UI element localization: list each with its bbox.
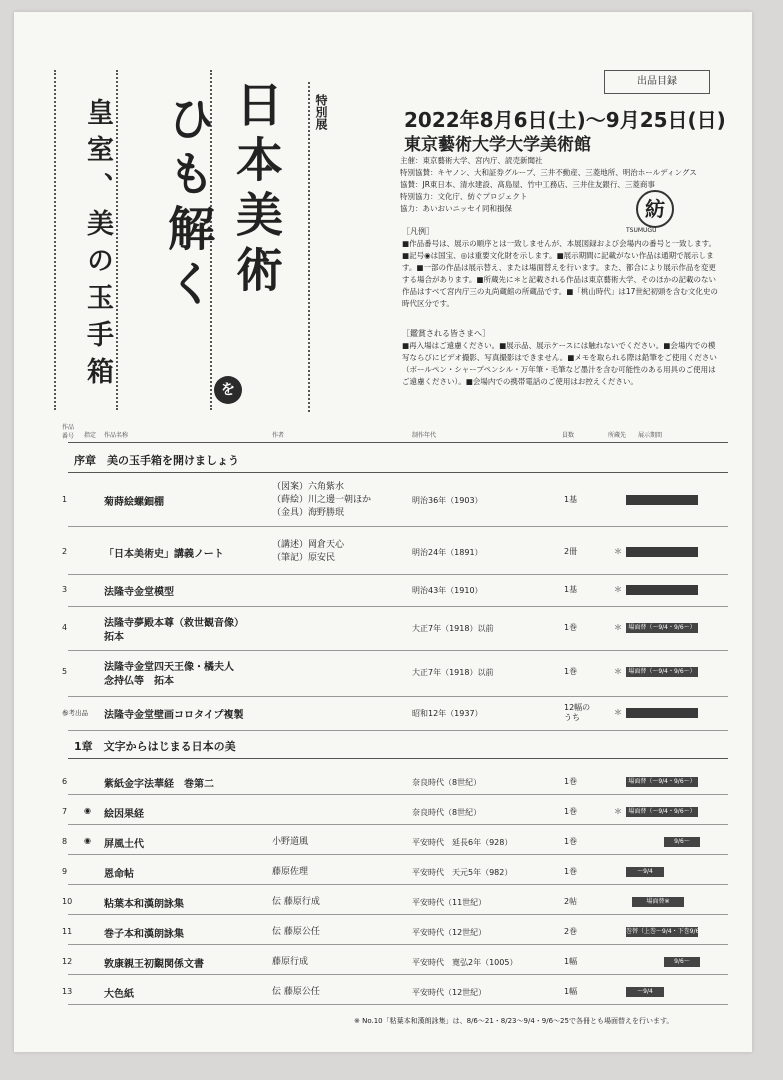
item-quantity: 1巻	[564, 777, 578, 786]
item-number: 12	[62, 957, 73, 966]
row-rule	[68, 974, 728, 975]
row-rule	[68, 944, 728, 945]
tsumugu-logo-text: TSUMUGU	[626, 227, 657, 234]
item-period: 昭和12年（1937）	[412, 709, 483, 718]
item-artist: 伝 藤原公任	[272, 926, 320, 937]
sub-title-2: 皇室、美の玉手箱	[82, 98, 113, 394]
item-period: 奈良時代（8世紀）	[412, 778, 482, 787]
item-period: 平安時代（12世紀）	[412, 928, 487, 937]
item-quantity: 1巻	[564, 623, 578, 632]
row-rule	[68, 526, 728, 527]
item-artist: （金具）海野勝珉	[272, 507, 345, 518]
dotted-divider	[54, 70, 56, 410]
item-title: 念持仏等 拓本	[104, 676, 174, 687]
item-period: 大正7年（1918）以前	[412, 624, 494, 633]
owner-mark: ＊	[614, 807, 622, 816]
item-period: 明治43年（1910）	[412, 586, 483, 595]
display-period-bar: 場面替（～9/4・9/6～）	[626, 623, 698, 633]
legend-text: ■作品番号は、展示の順序とは一致しませんが、本展図録および会場内の番号と一致します。■記号◉は国宝、◎は重要文化財を示します。■展示期間に記載がない作品は通期で展示します。■一部の作品は展示替え、または場面替えを行います。また、都合により展示作品を変更する場合があります。■所蔵先に＊と記載される作品は東京藝術大学、そのほかの記載のない作品はすべて宮内庁三の丸尚蔵館の所蔵品です。■「桃山時代」は17世紀初頭を含む文化史の時代区分です。	[402, 239, 718, 308]
venue: 東京藝術大学大学美術館	[404, 135, 591, 155]
row-rule	[68, 1004, 728, 1005]
exhibition-type: 特別展	[314, 94, 328, 130]
owner-mark: ＊	[614, 708, 622, 717]
item-quantity: うち	[564, 713, 580, 722]
item-quantity: 1巻	[564, 837, 578, 846]
item-quantity: 2巻	[564, 927, 578, 936]
item-quantity: 12幅の	[564, 703, 591, 712]
item-period: 明治36年（1903）	[412, 496, 483, 505]
item-artist: 小野道風	[272, 836, 309, 847]
footnote: ※ No.10「粘葉本和漢朗詠集」は、8/6～21・8/23～9/4・9/6～25で各冊とも場面替えを行います。	[354, 1017, 674, 1025]
row-rule	[68, 574, 728, 575]
item-title: 敦康親王初覲関係文書	[104, 959, 204, 970]
item-title: 巻子本和漢朗詠集	[104, 929, 184, 940]
owner-mark: ＊	[614, 547, 622, 556]
display-period-bar	[626, 495, 698, 505]
item-title: 法隆寺夢殿本尊（救世観音像）	[104, 618, 244, 629]
item-title: 絵因果経	[104, 809, 144, 820]
display-period-bar: 9/6～	[664, 957, 700, 967]
owner-mark: ＊	[614, 667, 622, 676]
item-title: 法隆寺金堂壁画コロタイプ複製	[104, 710, 244, 721]
row-rule	[68, 650, 728, 651]
chapter-rule	[68, 472, 728, 473]
item-period: 奈良時代（8世紀）	[412, 808, 482, 817]
item-artist: （筆記）原安民	[272, 553, 336, 563]
item-number: 1	[62, 495, 68, 504]
item-number: 5	[62, 667, 68, 676]
item-title: 菊蒔絵螺鈿棚	[104, 497, 164, 508]
owner-mark: ＊	[614, 623, 622, 632]
col-quantity: 員数	[562, 432, 575, 439]
tsumugu-logo: 紡	[636, 190, 674, 228]
item-artist: 藤原佐理	[272, 866, 309, 877]
col-artist: 作者	[272, 432, 285, 439]
catalog-label: 出品目録	[604, 70, 710, 94]
title-particle: を	[214, 376, 242, 404]
item-number: 7	[62, 807, 68, 816]
main-title: 日本美術	[228, 80, 283, 300]
visitor-notes-text: ■再入場はご遠慮ください。■展示品、展示ケースには触れないでください。■会場内での模写ならびにビデオ撮影、写真撮影はできません。■メモを取られる際は鉛筆をご使用ください（ボールペン・シャープペンシル・万年筆・毛筆など墨汁を含む可能性のある用具のご使用はご遠慮ください）。■会場内での携帯電話のご使用はお控えください。	[402, 341, 717, 386]
item-number: 3	[62, 585, 68, 594]
item-period: 平安時代 寛弘2年（1005）	[412, 958, 518, 967]
item-title: 粘葉本和漢朗詠集	[104, 899, 184, 910]
item-quantity: 1基	[564, 585, 578, 594]
display-period-bar: ～9/4	[626, 867, 664, 877]
organizer-line: 特別協賛：キヤノン、大和証券グループ、三井不動産、三菱地所、明治ホールディングス	[400, 168, 697, 177]
item-quantity: 2冊	[564, 547, 578, 556]
display-period-bar: 場面替（～9/4・9/6～）	[626, 667, 698, 677]
item-period: 平安時代 延長6年（928）	[412, 838, 513, 847]
display-period-bar: 場面替（～9/4・9/6～）	[626, 777, 698, 787]
item-quantity: 2帖	[564, 897, 578, 906]
row-rule	[68, 794, 728, 795]
display-period-bar: 場面替（～9/4・9/6～）	[626, 807, 698, 817]
display-period-bar: ～9/4	[626, 987, 664, 997]
item-period: 平安時代（11世紀）	[412, 898, 487, 907]
item-period: 平安時代（12世紀）	[412, 988, 487, 997]
item-quantity: 1巻	[564, 667, 578, 676]
item-quantity: 1巻	[564, 867, 578, 876]
display-period-bar	[626, 708, 698, 718]
dotted-divider	[308, 82, 310, 412]
item-quantity: 1基	[564, 495, 578, 504]
col-title: 作品名称	[104, 432, 129, 439]
row-rule	[68, 854, 728, 855]
chapter-rule	[68, 758, 728, 759]
item-number: 2	[62, 547, 68, 556]
col-owner: 所蔵先	[608, 432, 627, 439]
item-title: 法隆寺金堂四天王像・橘夫人	[104, 662, 234, 673]
designation-mark: ◉	[84, 806, 91, 815]
display-period-bar: 巻替（上巻～9/4・下巻9/6～）	[626, 928, 712, 935]
item-number: 10	[62, 897, 73, 906]
organizer-line: 協賛：JR東日本、清水建設、髙島屋、竹中工務店、三井住友銀行、三菱商事	[400, 180, 655, 189]
item-title: 大色紙	[104, 989, 134, 1000]
row-rule	[68, 730, 728, 731]
item-title: 恩命帖	[104, 869, 134, 880]
exhibition-dates: 2022年8月6日(土)～9月25日(日)	[404, 108, 726, 132]
item-artist: 伝 藤原公任	[272, 986, 320, 997]
catalog-sheet	[14, 12, 752, 1052]
item-artist: 藤原行成	[272, 956, 309, 967]
col-period: 制作年代	[412, 432, 437, 439]
col-display: 展示期間	[638, 432, 663, 439]
display-period-bar	[626, 585, 698, 595]
row-rule	[68, 884, 728, 885]
chapter-title: 序章 美の玉手箱を開けましょう	[74, 454, 239, 467]
designation-mark: ◉	[84, 836, 91, 845]
item-title: 拓本	[104, 632, 124, 643]
item-period: 明治24年（1891）	[412, 548, 483, 557]
organizer-line: 特別協力：文化庁、紡ぐプロジェクト	[400, 192, 528, 201]
item-title: 「日本美術史」講義ノート	[104, 549, 224, 560]
row-rule	[68, 696, 728, 697]
legend-heading: ［凡例］	[402, 227, 434, 236]
display-period-bar	[626, 547, 698, 557]
item-title: 法隆寺金堂模型	[104, 587, 174, 598]
display-period-bar: 場面替※	[632, 897, 684, 907]
item-number: 9	[62, 867, 68, 876]
item-number: 8	[62, 837, 68, 846]
owner-mark: ＊	[614, 585, 622, 594]
item-quantity: 1幅	[564, 957, 578, 966]
item-number: 6	[62, 777, 68, 786]
sub-title-1: ひも解く	[160, 94, 215, 314]
item-number: 11	[62, 927, 73, 936]
item-number: 13	[62, 987, 73, 996]
col-designation: 指定	[84, 432, 97, 439]
item-quantity: 1幅	[564, 987, 578, 996]
item-period: 平安時代 天元5年（982）	[412, 868, 513, 877]
dotted-divider	[116, 70, 118, 410]
col-no: 作品番号	[62, 424, 75, 440]
header-rule	[68, 442, 728, 443]
item-title: 屏風土代	[104, 839, 144, 850]
organizer-line: 協力：あいおいニッセイ同和損保	[400, 204, 512, 213]
visitor-notes-heading: ［鑑賞される皆さまへ］	[402, 329, 490, 338]
display-period-bar: 9/6～	[664, 837, 700, 847]
row-rule	[68, 606, 728, 607]
item-title: 紫紙金字法華経 巻第二	[104, 779, 214, 790]
item-quantity: 1巻	[564, 807, 578, 816]
row-rule	[68, 824, 728, 825]
item-artist: （図案）六角紫水	[272, 481, 345, 492]
item-artist: （講述）岡倉天心	[272, 540, 345, 550]
item-artist: 伝 藤原行成	[272, 896, 320, 907]
item-period: 大正7年（1918）以前	[412, 668, 494, 677]
organizer-line: 主催：東京藝術大学、宮内庁、読売新聞社	[400, 156, 543, 165]
item-artist: （蒔絵）川之邊一朝ほか	[272, 494, 372, 505]
item-number: 4	[62, 623, 68, 632]
item-number: 参考出品	[62, 709, 88, 717]
chapter-title: 1章 文字からはじまる日本の美	[74, 740, 236, 753]
row-rule	[68, 914, 728, 915]
